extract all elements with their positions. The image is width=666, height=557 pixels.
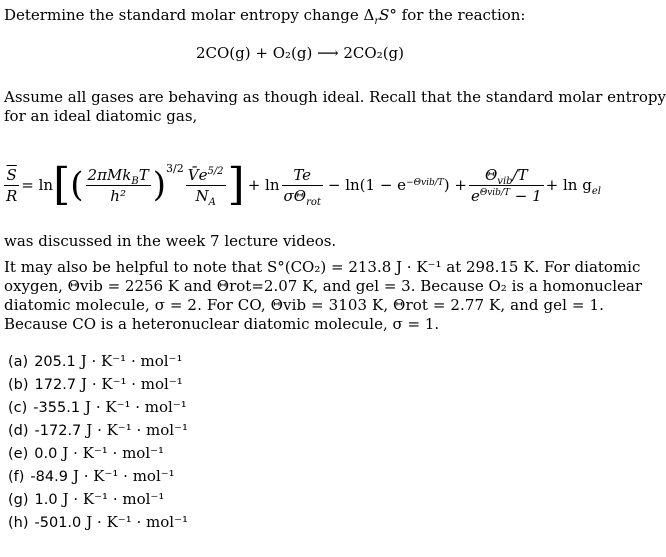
close-plus: ) + <box>443 176 467 194</box>
last-term-sub: el <box>591 186 601 197</box>
option-value: -84.9 <box>30 469 68 485</box>
option-unit: J · K⁻¹ · mol⁻¹ <box>72 467 175 485</box>
intro-symbol: S° <box>379 6 397 24</box>
term4-denominator <box>469 186 544 206</box>
term4-num-end: /T <box>512 165 528 184</box>
term2-num-exp: 5/2 <box>207 165 224 177</box>
term1-num-sub: B <box>131 175 139 187</box>
term1-num-end: T <box>138 165 149 184</box>
term1-fraction <box>86 165 151 206</box>
term4-numerator <box>469 165 544 186</box>
intro-text: Determine the standard molar entropy change Δ <box>4 6 375 24</box>
term2-den-text: N <box>195 186 209 205</box>
term4-den-exp: Θvib/T <box>479 187 510 198</box>
answer-option[interactable] <box>8 513 188 532</box>
open-paren: ( <box>70 165 84 205</box>
plus-ln: + ln <box>247 176 280 194</box>
term4-num-text: Θ <box>484 165 498 184</box>
term4-fraction <box>469 165 544 206</box>
lhs-denominator: R <box>6 186 18 205</box>
option-value: -501.0 <box>34 515 82 531</box>
note-line-2: oxygen, Θvib = 2256 K and Θrot=2.07 K, and gel = 3. Because O₂ is a homonuclear <box>4 277 642 295</box>
answer-option[interactable] <box>8 421 188 440</box>
eq-ln: = ln <box>21 176 54 194</box>
open-bracket: [ <box>53 159 71 210</box>
close-paren: ) <box>152 165 167 205</box>
option-value: -172.7 <box>34 423 82 439</box>
term2-den-sub: A <box>208 196 216 208</box>
term2-numerator <box>186 165 226 186</box>
intro-sub: r <box>374 16 380 27</box>
option-label: (a) <box>8 354 29 370</box>
assume-line-2: for an ideal diatomic gas, <box>4 107 198 125</box>
intro-end: for the reaction: <box>396 6 526 24</box>
assume-line-1: Assume all gases are behaving as though ideal. Recall that the standard molar entropy <box>4 88 666 106</box>
minus-ln: − ln(1 − e <box>327 176 407 194</box>
answer-option[interactable] <box>8 375 183 394</box>
term2-denominator <box>186 186 226 206</box>
term4-den-text: e <box>470 186 480 205</box>
note-line-3: diatomic molecule, σ = 2. For CO, Θvib = 3103 K, Θrot = 2.77 K, and gel = 1. <box>4 296 604 314</box>
entropy-formula: $\frac{\overline{S}}{R}$ = ln [ ( $\frac{2\pi Mk_BT}{\text{h²}}$ ) $^{3/2}$ $\frac{V̄e^{5/2}}{N_A}$ ] + ln $\frac{Te}{\sigma\Theta_{rot}}$ − ln(1 − e $^{-\Theta vib/T}$ ) + $\frac{\Theta_{vib}/T}{e^{\Theta vib/T} - 1}$ + $\ln g_{el}$ <box>6 159 601 210</box>
option-label: (f) <box>8 469 25 485</box>
last-term-text: + ln g <box>545 176 592 194</box>
term1-denominator: h² <box>110 186 126 205</box>
option-label: (e) <box>8 446 29 462</box>
reaction-equation: 2CO(g) + O₂(g) ⟶ 2CO₂(g) <box>195 44 405 62</box>
answer-option[interactable] <box>8 467 175 486</box>
option-unit: J · K⁻¹ · mol⁻¹ <box>85 398 187 416</box>
option-unit: J · K⁻¹ · mol⁻¹ <box>62 490 165 508</box>
term1-numerator <box>86 165 151 186</box>
option-unit: J · K⁻¹ · mol⁻¹ <box>86 513 189 531</box>
term1-num-text: 2πMk <box>87 165 132 184</box>
question-intro <box>4 6 526 25</box>
term2-fraction <box>186 165 226 206</box>
option-value: -355.1 <box>33 400 81 416</box>
formula-lhs <box>4 165 19 206</box>
option-value: 205.1 <box>34 354 76 370</box>
discussed-line: was discussed in the week 7 lecture videos. <box>4 232 337 250</box>
term3-den-text: σΘ <box>283 186 307 205</box>
option-label: (h) <box>8 515 29 531</box>
answer-option[interactable] <box>8 444 164 463</box>
note-line-4: Because CO is a heteronuclear diatomic molecule, σ = 1. <box>4 315 440 333</box>
option-unit: J · K⁻¹ · mol⁻¹ <box>86 421 189 439</box>
term3-numerator: Te <box>282 165 323 186</box>
option-label: (b) <box>8 377 29 393</box>
term2-num-text: V̄e <box>187 165 208 184</box>
option-label: (c) <box>8 400 28 416</box>
term4-num-sub: vib <box>497 175 513 187</box>
option-value: 1.0 <box>34 492 58 508</box>
option-unit: J · K⁻¹ · mol⁻¹ <box>80 352 183 370</box>
answer-option[interactable] <box>8 490 164 509</box>
term4-den-end: − 1 <box>509 186 542 205</box>
term3-den-sub: rot <box>306 196 321 208</box>
option-label: (d) <box>8 423 29 439</box>
close-bracket: ] <box>227 159 245 210</box>
answer-option[interactable] <box>8 398 187 417</box>
option-label: (g) <box>8 492 29 508</box>
last-term <box>545 176 601 197</box>
option-value: 172.7 <box>34 377 77 393</box>
option-unit: J · K⁻¹ · mol⁻¹ <box>81 375 183 393</box>
lhs-numerator: $\overline{S}$ <box>4 165 19 186</box>
option-value: 0.0 <box>34 446 58 462</box>
note-line-1: It may also be helpful to note that S°(CO₂) = 213.8 J · K⁻¹ at 298.15 K. For diatomic <box>4 258 641 276</box>
answer-option[interactable] <box>8 352 182 371</box>
term3-denominator <box>282 186 323 206</box>
option-unit: J · K⁻¹ · mol⁻¹ <box>62 444 165 462</box>
term3-fraction <box>282 165 323 206</box>
